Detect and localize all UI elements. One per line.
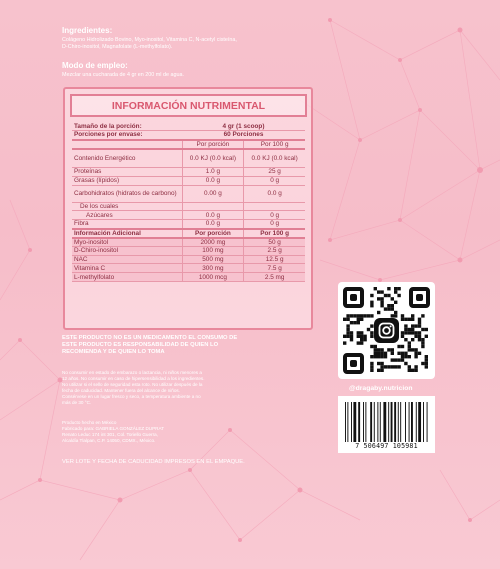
row-portion: 0.0 g bbox=[182, 176, 244, 185]
lot-notice: VER LOTE Y FECHA DE CADUCIDAD IMPRESOS EN EL EMPAQUE. bbox=[62, 459, 245, 465]
row-per100: 2.5 mg bbox=[244, 273, 305, 282]
row-per100: 12.5 g bbox=[244, 255, 305, 264]
qr-finder bbox=[343, 287, 364, 308]
additional-portion-header: Por porción bbox=[182, 229, 244, 238]
precaution-line: No consumir en estado de embarazo o lactancia, ni niños menores a bbox=[62, 370, 202, 375]
precaution-line: Consérvese en un lugar fresco y seco, a temperatura ambiente a no bbox=[62, 394, 201, 399]
row-label: L-methylfolato bbox=[72, 273, 182, 282]
table-row bbox=[72, 255, 305, 264]
row-portion: 300 mg bbox=[182, 264, 244, 273]
medicine-warning: ESTE PRODUCTO NO ES UN MEDICAMENTO EL CONSUMO DE ESTE PRODUCTO ES RESPONSABILIDAD DE QUIEN LO RECOMIENDA Y DE QUIEN LO TOMA bbox=[62, 335, 238, 355]
row-label: Azúcares bbox=[72, 211, 182, 220]
nutrition-panel bbox=[63, 87, 313, 330]
row-portion: 100 mg bbox=[182, 246, 244, 255]
row-per100: 0 g bbox=[244, 211, 305, 220]
table-row bbox=[72, 220, 305, 229]
row-per100: 50 g bbox=[244, 238, 305, 247]
row-per100: 0.0 g bbox=[244, 185, 305, 202]
row-per100 bbox=[244, 202, 305, 211]
row-portion: 0.0 g bbox=[182, 220, 244, 229]
manufacturer-line: Producto hecho en México bbox=[62, 420, 117, 425]
row-portion bbox=[182, 202, 244, 211]
row-label: Contenido Energético bbox=[72, 149, 182, 168]
row-portion: 1000 mcg bbox=[182, 273, 244, 282]
table-row bbox=[72, 211, 305, 220]
ingredients-line-1: Colágeno Hidrolizado Bovino, Myo-inositol, Vitamina C, N-acetyl cisteína, bbox=[62, 37, 237, 43]
table-row bbox=[72, 273, 305, 282]
row-label: NAC bbox=[72, 255, 182, 264]
row-label: D-Chiro-inositol bbox=[72, 246, 182, 255]
precaution-line: No utilizar si el sello de seguridad esta roto. No utilizar después de la bbox=[62, 382, 203, 387]
instagram-icon bbox=[374, 318, 399, 343]
row-label: Grasas (lípidos) bbox=[72, 176, 182, 185]
barcode bbox=[338, 396, 435, 453]
nutrition-table bbox=[72, 122, 305, 282]
row-label: Vitamina C bbox=[72, 264, 182, 273]
precaution-line: más de 30 °C. bbox=[62, 400, 92, 405]
row-portion: 0.0 g bbox=[182, 211, 244, 220]
manufacturer-line: Alcaldía Tlalpan, C.P. 14050, CDMX., México. bbox=[62, 438, 156, 443]
row-label: Proteínas bbox=[72, 168, 182, 177]
row-label: Carbohidratos (hidratos de carbono) bbox=[72, 185, 182, 202]
row-per100: 0.0 KJ (0.0 kcal) bbox=[244, 149, 305, 168]
table-row bbox=[72, 202, 305, 211]
instagram-handle[interactable]: @dragaby.nutricion bbox=[349, 385, 413, 392]
qr-finder bbox=[409, 287, 430, 308]
row-per100: 25 g bbox=[244, 168, 305, 177]
serving-size-row bbox=[72, 122, 305, 131]
manufacturer-line: Fabricado para: GABRIELA GONZÁLEZ DUPRAT bbox=[62, 426, 165, 431]
row-label: Fibra bbox=[72, 220, 182, 229]
row-portion: 0.00 g bbox=[182, 185, 244, 202]
column-header-row bbox=[72, 140, 305, 149]
table-row bbox=[72, 185, 305, 202]
nutrition-title: INFORMACIÓN NUTRIMENTAL bbox=[70, 94, 307, 117]
table-row bbox=[72, 176, 305, 185]
manufacturer-line: Renato Leduc 174 int 301, Col. Toriello Guerra, bbox=[62, 432, 158, 437]
additional-100g-header: Por 100 g bbox=[244, 229, 305, 238]
servings-value: 60 Porciones bbox=[182, 131, 305, 140]
barcode-number: 7 506497 105981 bbox=[355, 442, 418, 450]
table-row bbox=[72, 246, 305, 255]
table-row bbox=[72, 264, 305, 273]
row-label: De los cuales bbox=[72, 202, 182, 211]
ingredients-title: Ingredientes: bbox=[62, 26, 113, 35]
additional-header-row bbox=[72, 229, 305, 238]
usage-title: Modo de empleo: bbox=[62, 61, 128, 70]
additional-label: Información Adicional bbox=[72, 229, 182, 238]
table-row bbox=[72, 238, 305, 247]
col-100g-header: Por 100 g bbox=[244, 140, 305, 149]
row-per100: 7.5 g bbox=[244, 264, 305, 273]
servings-label: Porciones por envase: bbox=[72, 131, 182, 140]
serving-size-label: Tamaño de la porción: bbox=[72, 122, 182, 131]
row-per100: 0 g bbox=[244, 176, 305, 185]
row-portion: 0.0 KJ (0.0 kcal) bbox=[182, 149, 244, 168]
table-row bbox=[72, 149, 305, 168]
row-portion: 1.0 g bbox=[182, 168, 244, 177]
row-portion: 500 mg bbox=[182, 255, 244, 264]
qr-code[interactable] bbox=[338, 282, 435, 379]
servings-per-container-row bbox=[72, 131, 305, 140]
barcode-bars bbox=[345, 402, 428, 442]
col-portion-header: Por porción bbox=[182, 140, 244, 149]
qr-finder bbox=[343, 353, 364, 374]
precaution-line: fecha de caducidad. Mantener fuera del alcance de niños. bbox=[62, 388, 180, 393]
row-per100: 0 g bbox=[244, 220, 305, 229]
usage-text: Mezclar una cucharada de 4 gr en 200 ml de agua. bbox=[62, 72, 184, 78]
row-label: Myo-inositol bbox=[72, 238, 182, 247]
table-row bbox=[72, 168, 305, 177]
serving-size-value: 4 gr (1 scoop) bbox=[182, 122, 305, 131]
row-portion: 2000 mg bbox=[182, 238, 244, 247]
precaution-line: 12 años. No consumir en caso de hipersensibilidad a los ingredientes. bbox=[62, 376, 205, 381]
ingredients-line-2: D-Chiro-inositol, Magnafolate (L-methylfolato). bbox=[62, 44, 173, 50]
row-per100: 2.5 g bbox=[244, 246, 305, 255]
